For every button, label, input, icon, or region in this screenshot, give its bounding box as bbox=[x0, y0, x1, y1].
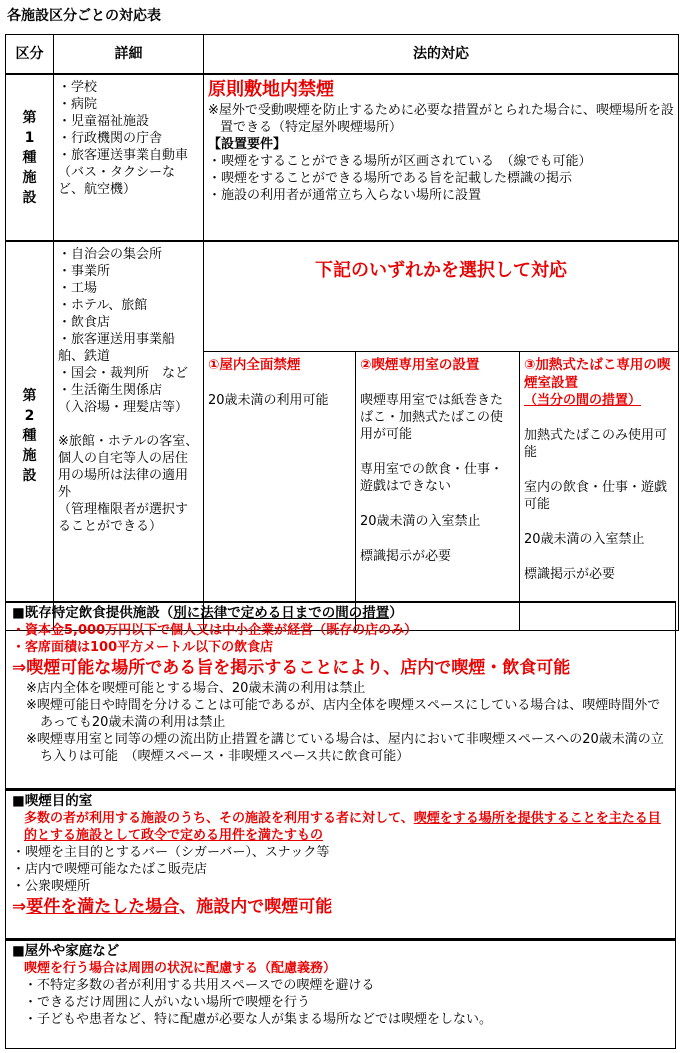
option-2-line: 標識掲示が必要 bbox=[360, 549, 452, 564]
table-header-row bbox=[6, 35, 679, 75]
header-category: 区分 bbox=[6, 35, 54, 75]
detail-note: ※旅館・ホテルの客室、個人の自宅等人の居住用の場所は法律の適用外 bbox=[58, 434, 199, 500]
list-item: ・喫煙をすることができる場所が区画されている （線でも可能） bbox=[208, 154, 592, 169]
table-row-type1 bbox=[6, 74, 679, 241]
list-item: ・国会・裁判所 など bbox=[58, 366, 189, 381]
section-existing-restaurants bbox=[5, 601, 676, 789]
list-item: ・施設の利用者が通常立ち入らない場所に設置 bbox=[208, 188, 482, 203]
option-1-body: 20歳未満の利用可能 bbox=[208, 393, 329, 408]
list-item: ・学校 bbox=[58, 80, 98, 95]
section-2-description: 多数の者が利用する施設のうち、その施設を利用する者に対して、喫煙をする場所を提供することを主たる目的とする施設として政令で定める用件を満たすもの bbox=[24, 811, 661, 843]
legal-type1 bbox=[204, 74, 679, 241]
requirements-label: 【設置要件】 bbox=[208, 137, 287, 152]
category-type2: 第 2 種 施 設 bbox=[6, 241, 54, 631]
list-item: ・できるだけ周囲に人がいない場所で喫煙を行う bbox=[24, 995, 311, 1010]
option-3-line: 20歳未満の入室禁止 bbox=[524, 532, 645, 547]
select-title: 下記のいずれかを選択して対応 bbox=[315, 260, 567, 281]
section-3-heading: ■屋外や家庭など bbox=[12, 943, 120, 959]
option-3-line: 室内の飲食・仕事・遊戯可能 bbox=[524, 480, 668, 512]
list-item: ・自治会の集会所 bbox=[58, 247, 163, 262]
document-title: 各施設区分ごとの対応表 bbox=[7, 8, 161, 24]
option-2-line: 20歳未満の入室禁止 bbox=[360, 514, 481, 529]
list-item: ・公衆喫煙所 bbox=[12, 879, 91, 894]
option-3-line: 標識掲示が必要 bbox=[524, 567, 616, 582]
list-item: ・児童福祉施設 bbox=[58, 114, 150, 129]
section-2-heading: ■喫煙目的室 bbox=[12, 793, 93, 809]
header-legal: 法的対応 bbox=[204, 35, 679, 75]
list-item: ・喫煙を主目的とするバー（シガーバー）、スナック等 bbox=[12, 845, 330, 860]
list-item: ・店内で喫煙可能なたばこ販売店 bbox=[12, 862, 208, 877]
option-3-line: 加熱式たばこのみ使用可能 bbox=[524, 428, 668, 460]
list-item: ・飲食店 bbox=[58, 315, 111, 330]
option-3-subtitle: （当分の間の措置） bbox=[524, 393, 642, 408]
section-2-conclusion: ⇒要件を満たした場合、施設内で喫煙可能 bbox=[12, 897, 333, 917]
outdoor-note: ※屋外で受動喫煙を防止するために必要な措置がとられた場合に、喫煙場所を設置できる（特定屋外喫煙場所） bbox=[208, 103, 674, 135]
list-item: ・子どもや患者など、特に配慮が必要な人が集まる場所などでは喫煙をしない。 bbox=[24, 1012, 493, 1027]
section-outdoor-home bbox=[5, 939, 676, 1049]
list-item: ・喫煙をすることができる場所である旨を記載した標識の掲示 bbox=[208, 171, 573, 186]
consideration-duty: 喫煙を行う場合は周囲の状況に配慮する（配慮義務） bbox=[24, 961, 337, 976]
option-2-title: ②喫煙専用室の設置 bbox=[360, 357, 480, 373]
section-1-heading: ■既存特定飲食提供施設（別に法律で定める日までの間の措置） bbox=[12, 605, 403, 621]
table-row-type2 bbox=[6, 241, 679, 352]
category-type1: 第 1 種 施 設 bbox=[6, 74, 54, 241]
list-item: ・不特定多数の者が利用する共用スペースでの喫煙を避ける bbox=[24, 978, 375, 993]
option-3-title: ③加熱式たばこ専用の喫煙室設置 bbox=[524, 357, 671, 391]
detail-note-sub: （管理権限者が選択することができる） bbox=[58, 502, 189, 534]
list-item: ・病院 bbox=[58, 97, 98, 112]
option-1-title: ①屋内全面禁煙 bbox=[208, 357, 301, 373]
list-item: （バス・タクシーなど、航空機） bbox=[58, 165, 176, 197]
list-item: ※喫煙専用室と同等の煙の流出防止措置を講じている場合は、屋内において非喫煙スペースへの20歳未満の立ち入りは可能 （喫煙スペース・非喫煙スペース共に飲食可能） bbox=[26, 732, 664, 764]
option-2-line: 専用室での飲食・仕事・遊戯はできない bbox=[360, 462, 504, 494]
condition-capital: ・資本金5,000万円以下で個人又は中小企業が経営（既存の店のみ） bbox=[12, 623, 418, 638]
list-item: ・工場 bbox=[58, 281, 98, 296]
option-2 bbox=[356, 352, 520, 631]
list-item: ・事業所 bbox=[58, 264, 111, 279]
list-item: ※喫煙可能日や時間を分けることは可能であるが、店内全体を喫煙スペースにしている場合は、喫煙時間外であっても20歳未満の利用は禁止 bbox=[26, 698, 661, 730]
detail-type2 bbox=[54, 241, 204, 631]
list-item: ・旅客運送事業自動車 bbox=[58, 148, 189, 163]
list-item: ・生活衛生関係店 bbox=[58, 383, 163, 398]
list-item: ・ホテル、旅館 bbox=[58, 298, 148, 313]
list-item: （入浴場・理髪店等） bbox=[58, 400, 189, 415]
headline-no-smoking: 原則敷地内禁煙 bbox=[208, 79, 334, 100]
select-title-cell bbox=[204, 241, 679, 352]
detail-type1 bbox=[54, 74, 204, 241]
list-item: ・行政機関の庁舎 bbox=[58, 131, 163, 146]
list-item: ※店内全体を喫煙可能とする場合、20歳未満の利用は禁止 bbox=[26, 681, 366, 696]
section-1-conclusion: ⇒喫煙可能な場所である旨を掲示することにより、店内で喫煙・飲食可能 bbox=[12, 658, 571, 678]
facility-table bbox=[5, 34, 679, 631]
option-3 bbox=[520, 352, 679, 631]
list-item: ・旅客運送用事業船舶、鉄道 bbox=[58, 332, 176, 364]
header-detail: 詳細 bbox=[54, 35, 204, 75]
option-2-line: 喫煙専用室では紙巻きたばこ・加熱式たばこの使用が可能 bbox=[360, 393, 504, 442]
section-smoking-purpose-room bbox=[5, 789, 676, 939]
option-1 bbox=[204, 352, 356, 631]
condition-area: ・客席面積は100平方メートル以下の飲食店 bbox=[12, 640, 274, 655]
